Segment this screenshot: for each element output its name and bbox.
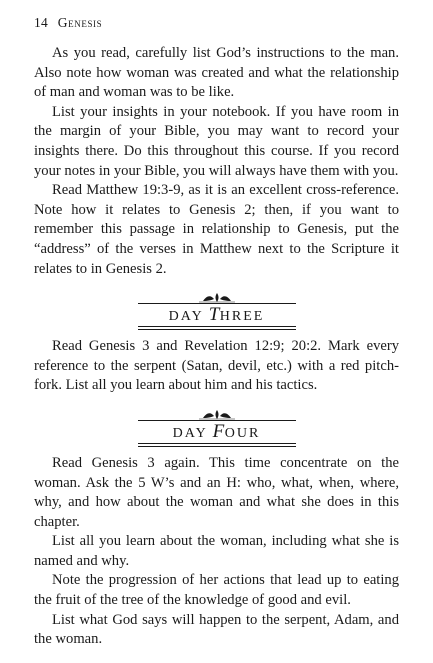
double-rule [138,329,296,330]
day-initial: T [208,304,220,326]
day-rest: OUR [224,425,261,441]
paragraph-cross-reference: Read Matthew 19:3-9, as it is an excellent cross-reference. Note how it relates to Genesis 2; then, if you want to remember this passage in relationship to Genesis, put the “address” of the verses in Matthew next to the Scripture it relates to in Genesis 2. [34,182,399,277]
running-title: Genesis [57,15,103,30]
day-four-header [138,409,296,444]
day-word: DAY [172,425,208,441]
paragraph-day-three: Read Genesis 3 and Revelation 12:9; 20:2. Mark every reference to the serpent (Satan, devil, etc.) with a red pitchfork. List all you learn about him and his tactics. [34,338,399,394]
paragraph-woman-named: List all you learn about the woman, including what she is named and why. [34,533,399,569]
paragraph-consequences: List what God says will happen to the serpent, Adam, and the woman. [34,611,399,648]
book-page [34,14,399,650]
day-rest: HREE [219,309,265,325]
double-rule [138,446,296,447]
day-three-header [138,292,296,327]
paragraph-insights: List your insights in your notebook. If you have room in the margin of your Bible, you may want to record your insights there. Do this throughout this course. If you record your notes in your Bible, you will always have them with you. [34,103,399,179]
paragraph-progression: Note the progression of her actions that lead up to eating the fruit of the tree of the knowledge of good and evil. [34,572,399,609]
running-head [34,14,399,32]
day-word: DAY [168,309,204,325]
day-initial: F [212,420,225,442]
paragraph-instructions: As you read, carefully list God’s instructions to the man. Also note how woman was created and what the relationship of man and woman was to be like. [34,45,399,101]
day-four-title [138,420,296,444]
page-number: 14 [34,15,49,30]
day-three-title [138,303,296,327]
paragraph-woman-focus: Read Genesis 3 again. This time concentrate on the woman. Ask the 5 W’s and an H: who, what, when, where, why, and how about the woman and what she does in this chapter. [34,454,399,530]
